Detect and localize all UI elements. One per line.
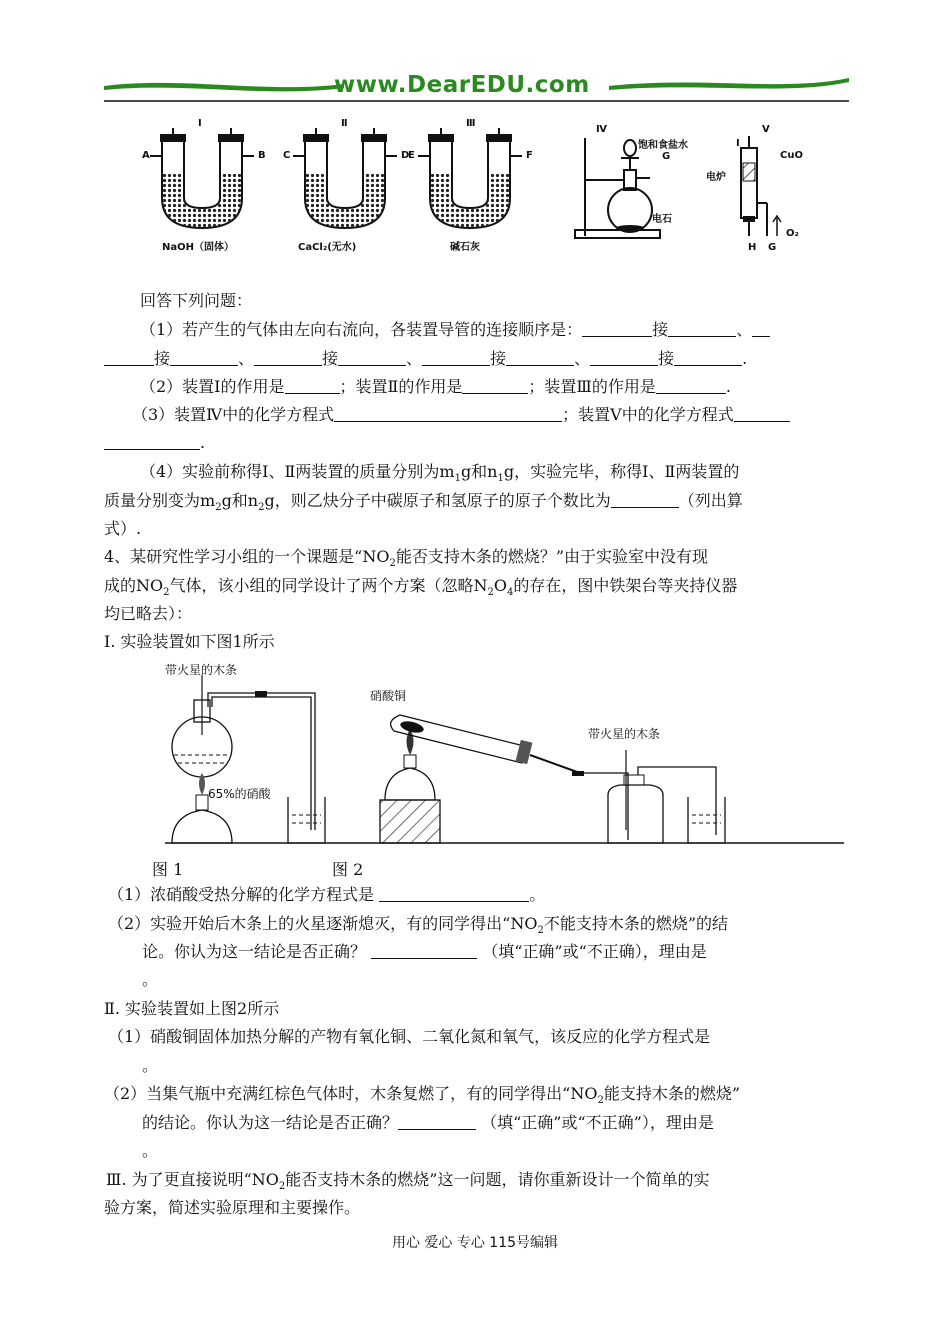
q4-line2: 成的$NO_2$气体，该小组的同学设计了两个方案（忽略$N_2O_4$的存在，图中铁架台等夹持仪器 bbox=[104, 576, 738, 599]
v-h-label: H bbox=[748, 242, 757, 253]
u-tube-diagram bbox=[140, 118, 820, 263]
fig1-splint-label: 带火星的木条 bbox=[165, 663, 238, 677]
q3-intro: 回答下列问题： bbox=[140, 291, 253, 310]
q4-ii1: （1）硝酸铜固体加热分解的产物有氧化铜、二氧化氮和氧气，该反应的化学方程式是 bbox=[108, 1027, 711, 1046]
q3-part4: （4）实验前称得Ⅰ、Ⅱ两装置的质量分别为$m_1g$和$n_1g$，实验完毕，称得Ⅰ、Ⅱ两装置的 bbox=[140, 462, 740, 485]
tube2-left-label: C bbox=[283, 150, 291, 161]
v-cuo-label: CuO bbox=[780, 150, 803, 161]
figure-1-2 bbox=[160, 655, 850, 850]
fig2-caption: 图 2 bbox=[332, 860, 364, 879]
q4-i2: （2）实验开始后木条上的火星逐渐熄灭，有的同学得出“$NO_2$不能支持木条的燃烧”的结 bbox=[108, 914, 729, 937]
q3-part3-cont: . bbox=[104, 432, 849, 454]
tube3-right-label: F bbox=[526, 150, 533, 161]
q4-ii2: （2）当集气瓶中充满红棕色气体时，木条复燃了，有的同学得出“$NO_2$能支持木条的燃烧” bbox=[104, 1084, 741, 1107]
q3-part2: （2）装置Ⅰ的作用是 ；装置Ⅱ的作用是 ；装置Ⅲ的作用是 . bbox=[140, 377, 731, 396]
q3-part4-end: 式）. bbox=[104, 519, 142, 538]
fig2-splint-label: 带火星的木条 bbox=[588, 727, 661, 741]
tube3-left-label: E bbox=[408, 150, 415, 161]
q4-i2-end: 。 bbox=[142, 970, 159, 989]
header-banner bbox=[104, 72, 849, 104]
q4-i1: （1）浓硝酸受热分解的化学方程式是 。 bbox=[108, 885, 546, 904]
q4-i2-cont: 论。你认为这一结论是否正确？ （填“正确”或“不正确），理由是 bbox=[142, 942, 707, 961]
page-footer: 用心 爱心 专心 115号编辑 bbox=[391, 1235, 559, 1251]
q4-line3: 均已略去）： bbox=[104, 604, 193, 623]
site-logo: www.DearEDU.com bbox=[334, 72, 590, 98]
v-roman: Ⅴ bbox=[762, 124, 770, 135]
tube3-roman: Ⅲ bbox=[466, 118, 476, 129]
q4-part1-heading: Ⅰ. 实验装置如下图1所示 bbox=[104, 632, 275, 651]
fig2-salt-label: 硝酸铜 bbox=[370, 689, 407, 703]
apparatus-figure bbox=[140, 118, 820, 263]
q4-ii1-end: 。 bbox=[142, 1056, 159, 1075]
q4-line1: 4、某研究性学习小组的一个课题是“$NO_2$能否支持木条的燃烧？”由于实验室中没有现 bbox=[104, 547, 709, 570]
tube1-right-label: B bbox=[258, 150, 266, 161]
tube3-caption: 碱石灰 bbox=[450, 242, 480, 253]
fig1-caption: 图 1 bbox=[152, 860, 184, 879]
q4-part3-cont: 验方案，简述实验原理和主要操作。 bbox=[104, 1198, 361, 1217]
nitric-acid-apparatus bbox=[160, 655, 850, 850]
q3-part3: （3）装置Ⅳ中的化学方程式 ；装置Ⅴ中的化学方程式 bbox=[104, 404, 877, 426]
q3-part1: （1）若产生的气体由左向右流向，各装置导管的连接顺序是： 接 、 bbox=[104, 319, 885, 341]
tube2-roman: Ⅱ bbox=[341, 118, 348, 129]
iv-brine-label: 饱和食盐水 bbox=[638, 140, 688, 151]
tube1-roman: Ⅰ bbox=[198, 118, 202, 129]
tube2-right-label: D bbox=[401, 150, 410, 161]
q4-ii2-cont: 的结论。你认为这一结论是否正确？ （填“正确”或“不正确”），理由是 bbox=[142, 1113, 714, 1132]
v-i-label: Ⅰ bbox=[736, 138, 740, 149]
v-furnace-label: 电炉 bbox=[706, 172, 726, 183]
tube2-caption: CaCl₂(无水) bbox=[298, 242, 357, 253]
iv-g-label: G bbox=[662, 151, 671, 162]
q4-part2-heading: Ⅱ. 实验装置如上图2所示 bbox=[104, 999, 280, 1018]
q4-part3-heading: Ⅲ. 为了更直接说明“$NO_2$能否支持木条的燃烧”这一问题，请你重新设计一个简单的实 bbox=[106, 1170, 710, 1193]
fig1-acid-label: 65%的硝酸 bbox=[208, 787, 271, 801]
v-g-label: G bbox=[768, 242, 777, 253]
iv-roman: Ⅳ bbox=[596, 124, 607, 135]
q3-part1-cont: 接 、 接 、 接 、 接 . bbox=[104, 348, 849, 370]
q3-part4-cont: 质量分别变为$m_2g$和$n_2g$，则乙炔分子中碳原子和氢原子的原子个数比为 （列出算 bbox=[104, 491, 743, 514]
iv-carbide-label: 电石 bbox=[652, 214, 672, 225]
tube1-left-label: A bbox=[142, 150, 150, 161]
q4-ii2-end: 。 bbox=[142, 1141, 159, 1160]
tube1-caption: NaOH（固体） bbox=[162, 242, 234, 253]
v-o2-label: O₂ bbox=[786, 228, 799, 239]
